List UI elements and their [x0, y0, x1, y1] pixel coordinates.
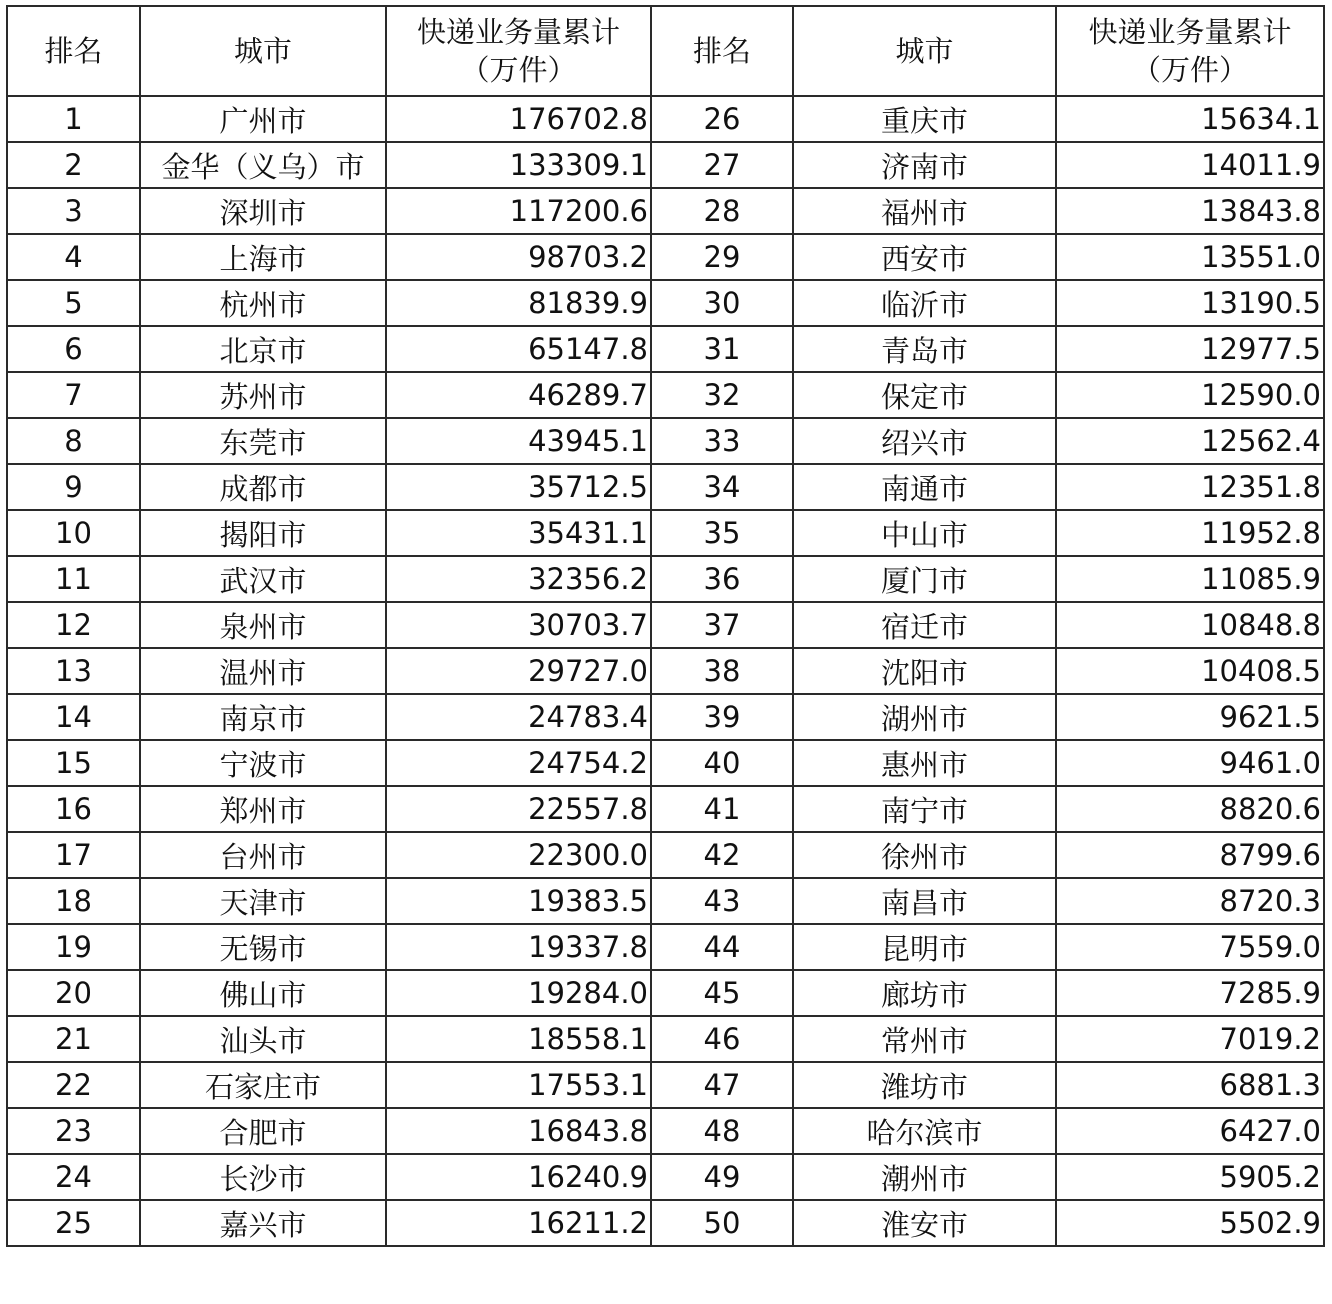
volume-cell: 12351.8 [1056, 464, 1324, 510]
city-cell: 金华（义乌）市 [140, 142, 386, 188]
city-cell: 石家庄市 [140, 1062, 386, 1108]
rank-cell: 5 [7, 280, 140, 326]
rank-cell: 43 [651, 878, 793, 924]
header-volume-line2: （万件） [1131, 53, 1248, 87]
city-cell: 西安市 [793, 234, 1056, 280]
city-cell: 无锡市 [140, 924, 386, 970]
rank-cell: 29 [651, 234, 793, 280]
table-row [7, 602, 1324, 648]
table-row [7, 924, 1324, 970]
rank-cell: 50 [651, 1200, 793, 1246]
city-cell: 潮州市 [793, 1154, 1056, 1200]
rank-cell: 26 [651, 96, 793, 142]
volume-cell: 7559.0 [1056, 924, 1324, 970]
volume-cell: 65147.8 [386, 326, 651, 372]
city-cell: 南昌市 [793, 878, 1056, 924]
rank-cell: 3 [7, 188, 140, 234]
volume-cell: 13843.8 [1056, 188, 1324, 234]
city-cell: 昆明市 [793, 924, 1056, 970]
city-cell: 合肥市 [140, 1108, 386, 1154]
rank-cell: 2 [7, 142, 140, 188]
volume-cell: 11952.8 [1056, 510, 1324, 556]
city-cell: 厦门市 [793, 556, 1056, 602]
rank-cell: 35 [651, 510, 793, 556]
table-body [7, 96, 1324, 1246]
rank-cell: 46 [651, 1016, 793, 1062]
volume-cell: 18558.1 [386, 1016, 651, 1062]
city-cell: 湖州市 [793, 694, 1056, 740]
table-row [7, 1062, 1324, 1108]
city-cell: 中山市 [793, 510, 1056, 556]
volume-cell: 12562.4 [1056, 418, 1324, 464]
table-row [7, 326, 1324, 372]
table-row [7, 786, 1324, 832]
city-cell: 廊坊市 [793, 970, 1056, 1016]
rank-cell: 4 [7, 234, 140, 280]
city-cell: 济南市 [793, 142, 1056, 188]
table-row [7, 694, 1324, 740]
volume-cell: 6881.3 [1056, 1062, 1324, 1108]
table-row [7, 372, 1324, 418]
table-row [7, 418, 1324, 464]
header-volume-line2: （万件） [460, 53, 577, 87]
city-cell: 南宁市 [793, 786, 1056, 832]
volume-cell: 12590.0 [1056, 372, 1324, 418]
volume-cell: 8720.3 [1056, 878, 1324, 924]
rank-cell: 13 [7, 648, 140, 694]
table-row [7, 878, 1324, 924]
rank-cell: 31 [651, 326, 793, 372]
volume-cell: 11085.9 [1056, 556, 1324, 602]
rank-cell: 7 [7, 372, 140, 418]
volume-cell: 29727.0 [386, 648, 651, 694]
city-cell: 北京市 [140, 326, 386, 372]
volume-cell: 8799.6 [1056, 832, 1324, 878]
city-cell: 南京市 [140, 694, 386, 740]
table-row [7, 142, 1324, 188]
rank-cell: 37 [651, 602, 793, 648]
ranking-table-container [6, 5, 1325, 1247]
table-row [7, 1154, 1324, 1200]
table-row [7, 188, 1324, 234]
rank-cell: 15 [7, 740, 140, 786]
volume-cell: 14011.9 [1056, 142, 1324, 188]
volume-cell: 117200.6 [386, 188, 651, 234]
rank-cell: 42 [651, 832, 793, 878]
volume-cell: 16211.2 [386, 1200, 651, 1246]
header-volume-line1: 快递业务量累计 [1088, 15, 1292, 49]
rank-cell: 38 [651, 648, 793, 694]
rank-cell: 22 [7, 1062, 140, 1108]
volume-cell: 19337.8 [386, 924, 651, 970]
header-city-right: 城市 [793, 6, 1056, 96]
volume-cell: 16240.9 [386, 1154, 651, 1200]
table-row [7, 234, 1324, 280]
rank-cell: 10 [7, 510, 140, 556]
table-row [7, 556, 1324, 602]
table-row [7, 1016, 1324, 1062]
city-cell: 常州市 [793, 1016, 1056, 1062]
rank-cell: 11 [7, 556, 140, 602]
city-cell: 苏州市 [140, 372, 386, 418]
rank-cell: 30 [651, 280, 793, 326]
volume-cell: 7285.9 [1056, 970, 1324, 1016]
volume-cell: 16843.8 [386, 1108, 651, 1154]
city-cell: 揭阳市 [140, 510, 386, 556]
city-cell: 惠州市 [793, 740, 1056, 786]
city-cell: 佛山市 [140, 970, 386, 1016]
city-cell: 宿迁市 [793, 602, 1056, 648]
rank-cell: 33 [651, 418, 793, 464]
header-city-left: 城市 [140, 6, 386, 96]
volume-cell: 6427.0 [1056, 1108, 1324, 1154]
volume-cell: 19383.5 [386, 878, 651, 924]
header-volume-left [386, 6, 651, 96]
city-cell: 福州市 [793, 188, 1056, 234]
table-row [7, 970, 1324, 1016]
rank-cell: 47 [651, 1062, 793, 1108]
volume-cell: 32356.2 [386, 556, 651, 602]
table-row [7, 464, 1324, 510]
city-cell: 潍坊市 [793, 1062, 1056, 1108]
rank-cell: 14 [7, 694, 140, 740]
rank-cell: 44 [651, 924, 793, 970]
rank-cell: 23 [7, 1108, 140, 1154]
table-row [7, 96, 1324, 142]
table-row [7, 648, 1324, 694]
city-cell: 青岛市 [793, 326, 1056, 372]
volume-cell: 19284.0 [386, 970, 651, 1016]
volume-cell: 43945.1 [386, 418, 651, 464]
rank-cell: 18 [7, 878, 140, 924]
header-row [7, 6, 1324, 96]
rank-cell: 24 [7, 1154, 140, 1200]
volume-cell: 10848.8 [1056, 602, 1324, 648]
rank-cell: 19 [7, 924, 140, 970]
rank-cell: 6 [7, 326, 140, 372]
rank-cell: 28 [651, 188, 793, 234]
volume-cell: 15634.1 [1056, 96, 1324, 142]
rank-cell: 16 [7, 786, 140, 832]
volume-cell: 30703.7 [386, 602, 651, 648]
rank-cell: 40 [651, 740, 793, 786]
city-cell: 重庆市 [793, 96, 1056, 142]
table-row [7, 510, 1324, 556]
city-cell: 天津市 [140, 878, 386, 924]
rank-cell: 8 [7, 418, 140, 464]
city-cell: 长沙市 [140, 1154, 386, 1200]
volume-cell: 9621.5 [1056, 694, 1324, 740]
volume-cell: 9461.0 [1056, 740, 1324, 786]
header-rank-right: 排名 [651, 6, 793, 96]
express-volume-ranking-table [6, 5, 1325, 1247]
city-cell: 温州市 [140, 648, 386, 694]
volume-cell: 13190.5 [1056, 280, 1324, 326]
volume-cell: 46289.7 [386, 372, 651, 418]
volume-cell: 176702.8 [386, 96, 651, 142]
rank-cell: 48 [651, 1108, 793, 1154]
volume-cell: 7019.2 [1056, 1016, 1324, 1062]
rank-cell: 32 [651, 372, 793, 418]
city-cell: 上海市 [140, 234, 386, 280]
city-cell: 汕头市 [140, 1016, 386, 1062]
volume-cell: 13551.0 [1056, 234, 1324, 280]
volume-cell: 133309.1 [386, 142, 651, 188]
table-row [7, 1108, 1324, 1154]
table-row [7, 740, 1324, 786]
volume-cell: 22557.8 [386, 786, 651, 832]
rank-cell: 45 [651, 970, 793, 1016]
city-cell: 哈尔滨市 [793, 1108, 1056, 1154]
city-cell: 武汉市 [140, 556, 386, 602]
volume-cell: 98703.2 [386, 234, 651, 280]
rank-cell: 9 [7, 464, 140, 510]
rank-cell: 41 [651, 786, 793, 832]
city-cell: 广州市 [140, 96, 386, 142]
volume-cell: 12977.5 [1056, 326, 1324, 372]
volume-cell: 81839.9 [386, 280, 651, 326]
volume-cell: 24783.4 [386, 694, 651, 740]
city-cell: 东莞市 [140, 418, 386, 464]
rank-cell: 20 [7, 970, 140, 1016]
table-row [7, 832, 1324, 878]
city-cell: 淮安市 [793, 1200, 1056, 1246]
city-cell: 临沂市 [793, 280, 1056, 326]
city-cell: 杭州市 [140, 280, 386, 326]
rank-cell: 25 [7, 1200, 140, 1246]
city-cell: 嘉兴市 [140, 1200, 386, 1246]
rank-cell: 34 [651, 464, 793, 510]
volume-cell: 17553.1 [386, 1062, 651, 1108]
city-cell: 绍兴市 [793, 418, 1056, 464]
city-cell: 郑州市 [140, 786, 386, 832]
volume-cell: 24754.2 [386, 740, 651, 786]
volume-cell: 22300.0 [386, 832, 651, 878]
rank-cell: 49 [651, 1154, 793, 1200]
city-cell: 徐州市 [793, 832, 1056, 878]
city-cell: 南通市 [793, 464, 1056, 510]
rank-cell: 17 [7, 832, 140, 878]
volume-cell: 8820.6 [1056, 786, 1324, 832]
volume-cell: 35712.5 [386, 464, 651, 510]
rank-cell: 1 [7, 96, 140, 142]
volume-cell: 5502.9 [1056, 1200, 1324, 1246]
rank-cell: 27 [651, 142, 793, 188]
header-volume-line1: 快递业务量累计 [416, 15, 620, 49]
table-row [7, 280, 1324, 326]
city-cell: 泉州市 [140, 602, 386, 648]
rank-cell: 12 [7, 602, 140, 648]
city-cell: 台州市 [140, 832, 386, 878]
city-cell: 成都市 [140, 464, 386, 510]
rank-cell: 39 [651, 694, 793, 740]
volume-cell: 10408.5 [1056, 648, 1324, 694]
header-volume-right [1056, 6, 1324, 96]
city-cell: 沈阳市 [793, 648, 1056, 694]
city-cell: 保定市 [793, 372, 1056, 418]
header-rank-left: 排名 [7, 6, 140, 96]
city-cell: 宁波市 [140, 740, 386, 786]
table-row [7, 1200, 1324, 1246]
volume-cell: 35431.1 [386, 510, 651, 556]
rank-cell: 36 [651, 556, 793, 602]
city-cell: 深圳市 [140, 188, 386, 234]
rank-cell: 21 [7, 1016, 140, 1062]
volume-cell: 5905.2 [1056, 1154, 1324, 1200]
